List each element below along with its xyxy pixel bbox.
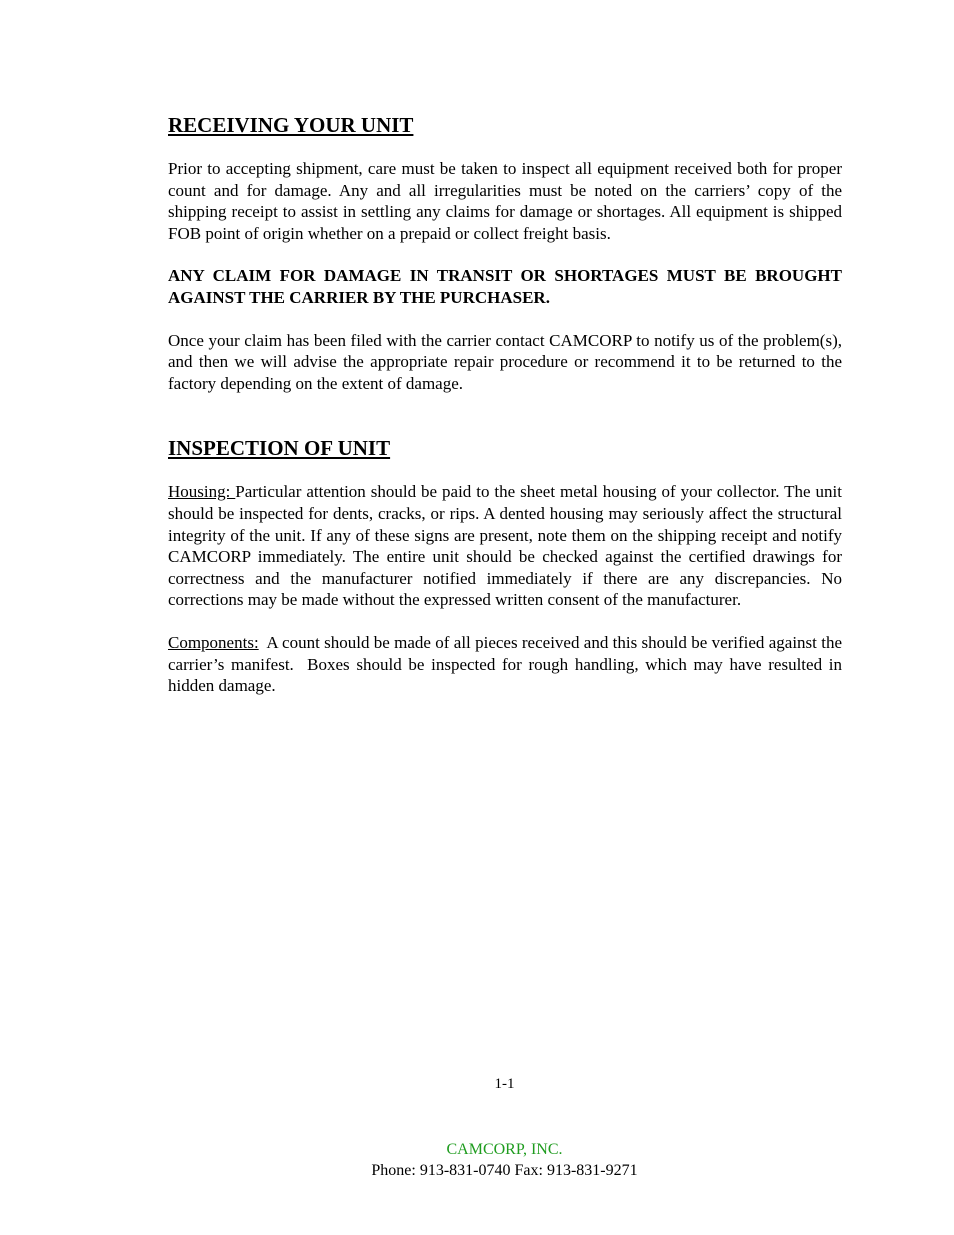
document-body	[168, 112, 847, 697]
housing-label: Housing:	[168, 482, 236, 502]
components-paragraph	[168, 632, 847, 697]
footer-company-name: CAMCORP, INC.	[446, 1141, 563, 1158]
page-number: 1-1	[494, 1076, 515, 1092]
inspection-heading: INSPECTION OF UNIT	[168, 436, 391, 461]
receiving-paragraph-3: Once your claim has been filed with the carrier contact CAMCORP to notify us of the problem(s), and then we will advise the appropriate repair procedure or recommend it to be returned to the factory depending on the extent of damage.	[168, 330, 842, 393]
footer	[0, 1139, 954, 1181]
components-label: Components:	[168, 632, 259, 652]
receiving-heading: RECEIVING YOUR UNIT	[168, 113, 414, 137]
claim-warning-paragraph: ANY CLAIM FOR DAMAGE IN TRANSIT OR SHORTAGES MUST BE BROUGHT AGAINST THE CARRIER BY THE PURCHASER.	[168, 266, 842, 307]
housing-paragraph	[168, 481, 842, 611]
footer-contact: Phone: 913-831-0740 Fax: 913-831-9271	[371, 1162, 638, 1179]
housing-text: Particular attention should be paid to the sheet metal housing of your collector. The unit should be inspected for dents, cracks, or rips. A dented housing may seriously affect the structural integrity of the unit. If any of these signs are present, note them on the shipping receipt and notify CAMCORP immediately. The entire unit should be checked against the certified drawings for correctness and the manufacturer notified immediately if there are any discrepancies. No corrections may be made without the expressed written consent of the manufacturer.	[168, 482, 842, 610]
receiving-paragraph-1: Prior to accepting shipment, care must be taken to inspect all equipment received both for proper count and for damage. Any and all irregularities must be noted on the carriers’ copy of the shipping receipt to assist in settling any claims for damage or shortages. All equipment is shipped FOB point of origin whether on a prepaid or collect freight basis.	[168, 159, 842, 243]
components-text: A count should be made of all pieces received and this should be verified against the carrier’s manifest. Boxes should be inspected for rough handling, which may have resulted in hidden damage.	[168, 632, 847, 696]
